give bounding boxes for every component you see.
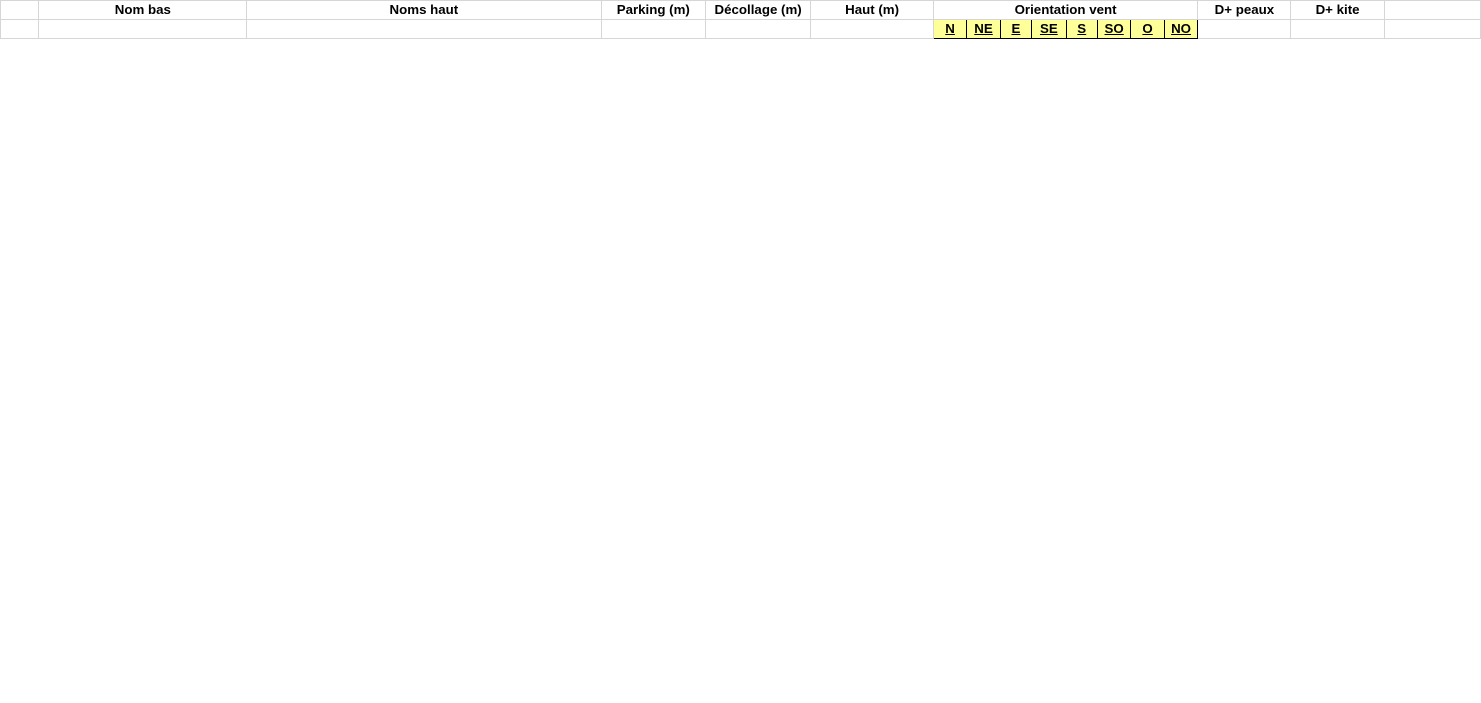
orientation-so[interactable]: SO [1097, 20, 1130, 39]
header-empty[interactable] [1384, 1, 1480, 20]
cell[interactable] [705, 20, 810, 39]
dkite-sub[interactable] [1291, 20, 1384, 39]
header-nom-bas[interactable]: Nom bas [39, 1, 247, 20]
header-parking[interactable]: Parking (m) [601, 1, 705, 20]
corner-cell[interactable] [1, 1, 39, 20]
header-haut[interactable]: Haut (m) [811, 1, 934, 20]
orientation-ne[interactable]: NE [967, 20, 1000, 39]
spreadsheet-table [0, 0, 1481, 39]
cell[interactable] [1, 20, 39, 39]
header-orientation[interactable]: Orientation vent [933, 1, 1197, 20]
header-noms-haut[interactable]: Noms haut [247, 1, 602, 20]
orientation-s[interactable]: S [1066, 20, 1097, 39]
header-decollage[interactable]: Décollage (m) [705, 1, 810, 20]
orientation-n[interactable]: N [933, 20, 966, 39]
cell[interactable] [247, 20, 602, 39]
cell[interactable] [811, 20, 934, 39]
orientation-se[interactable]: SE [1032, 20, 1066, 39]
cell[interactable] [601, 20, 705, 39]
header-dpeaux[interactable]: D+ peaux [1198, 1, 1291, 20]
cell[interactable] [39, 20, 247, 39]
note-sub[interactable] [1384, 20, 1480, 39]
orientation-no[interactable]: NO [1164, 20, 1198, 39]
orientation-o[interactable]: O [1131, 20, 1164, 39]
header-row [1, 1, 1481, 20]
orientation-row [1, 20, 1481, 39]
orientation-e[interactable]: E [1000, 20, 1031, 39]
header-dkite[interactable]: D+ kite [1291, 1, 1384, 20]
dpeaux-sub[interactable] [1198, 20, 1291, 39]
